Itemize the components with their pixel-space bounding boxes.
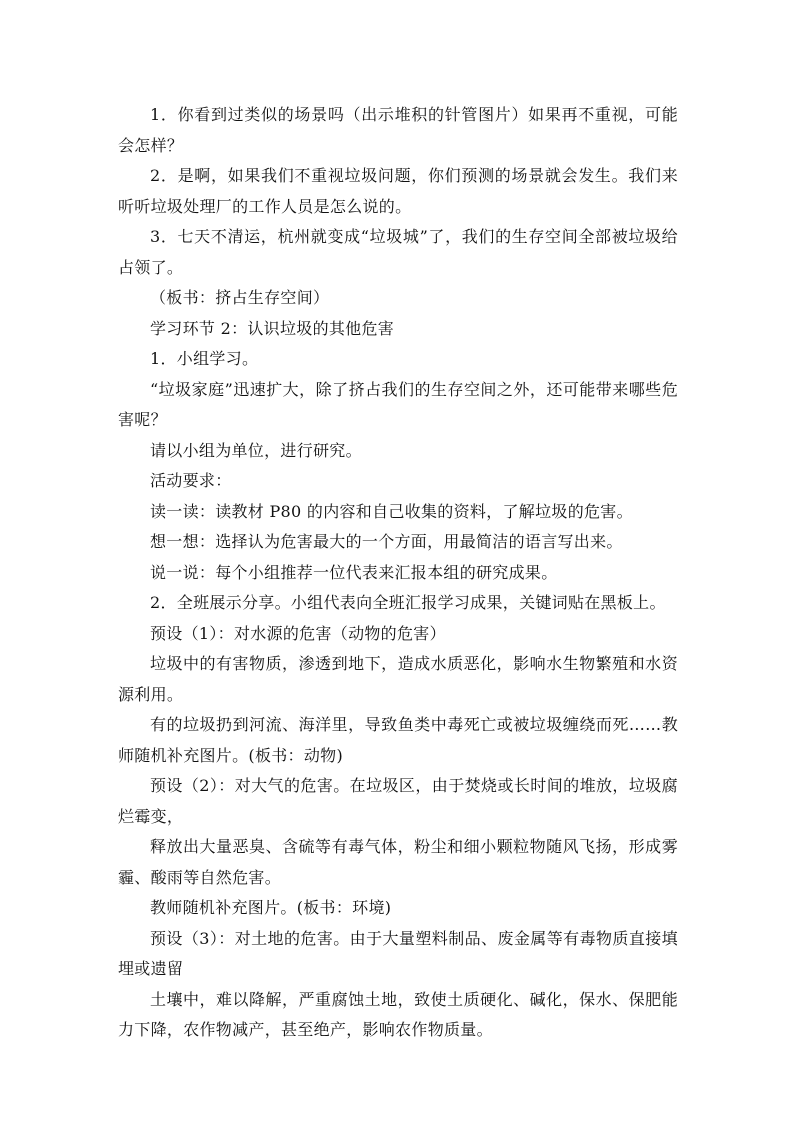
paragraph: 活动要求： (150, 471, 232, 490)
paragraph: 1．你看到过类似的场景吗（出示堆积的针管图片）如果再不重视，可能会怎样？ (118, 105, 678, 155)
paragraph: 有的垃圾扔到河流、海洋里，导致鱼类中毒死亡或被垃圾缠绕而死……教师随机补充图片。(板书：动物) (118, 715, 678, 765)
paragraph: 读一读：读教材 P80 的内容和自己收集的资料，了解垃圾的危害。 (150, 501, 633, 521)
paragraph: 预设（1）：对水源的危害（动物的危害） (150, 623, 446, 643)
paragraph: “垃圾家庭”迅速扩大，除了挤占我们的生存空间之外，还可能带来哪些危害呢？ (118, 379, 678, 429)
paragraph: 2．全班展示分享。小组代表向全班汇报学习成果，关键词贴在黑板上。 (150, 593, 666, 612)
paragraph: 说一说：每个小组推荐一位代表来汇报本组的研究成果。 (150, 562, 558, 582)
paragraph: （板书：挤占生存空间） (150, 288, 330, 307)
section-heading: 学习环节 2：认识垃圾的其他危害 (150, 318, 395, 338)
paragraph: 预设（2）：对大气的危害。在垃圾区，由于焚烧或长时间的堆放，垃圾腐烂霉变， (118, 776, 678, 826)
paragraph: 释放出大量恶臭、含硫等有毒气体，粉尘和细小颗粒物随风飞扬，形成雾霾、酸雨等自然危害。 (118, 837, 678, 887)
paragraph: 2．是啊，如果我们不重视垃圾问题，你们预测的场景就会发生。我们来听听垃圾处理厂的工作人员是怎么说的。 (118, 166, 678, 216)
paragraph: 请以小组为单位，进行研究。 (150, 440, 362, 460)
paragraph: 土壤中，难以降解，严重腐蚀土地，致使土质硬化、碱化，保水、保肥能力下降，农作物减产，甚至绝产，影响农作物质量。 (118, 989, 678, 1039)
paragraph: 想一想：选择认为危害最大的一个方面，用最简洁的语言写出来。 (150, 532, 623, 551)
paragraph: 1．小组学习。 (150, 349, 259, 368)
paragraph: 垃圾中的有害物质，渗透到地下，造成水质恶化，影响水生物繁殖和水资源利用。 (118, 654, 678, 704)
paragraph: 3．七天不清运，杭州就变成“垃圾城”了，我们的生存空间全部被垃圾给占领了。 (118, 227, 678, 277)
document-body (118, 100, 678, 1046)
paragraph: 教师随机补充图片。(板书：环境) (150, 898, 392, 917)
paragraph: 预设（3）：对土地的危害。由于大量塑料制品、废金属等有毒物质直接填埋或遗留 (118, 928, 678, 978)
